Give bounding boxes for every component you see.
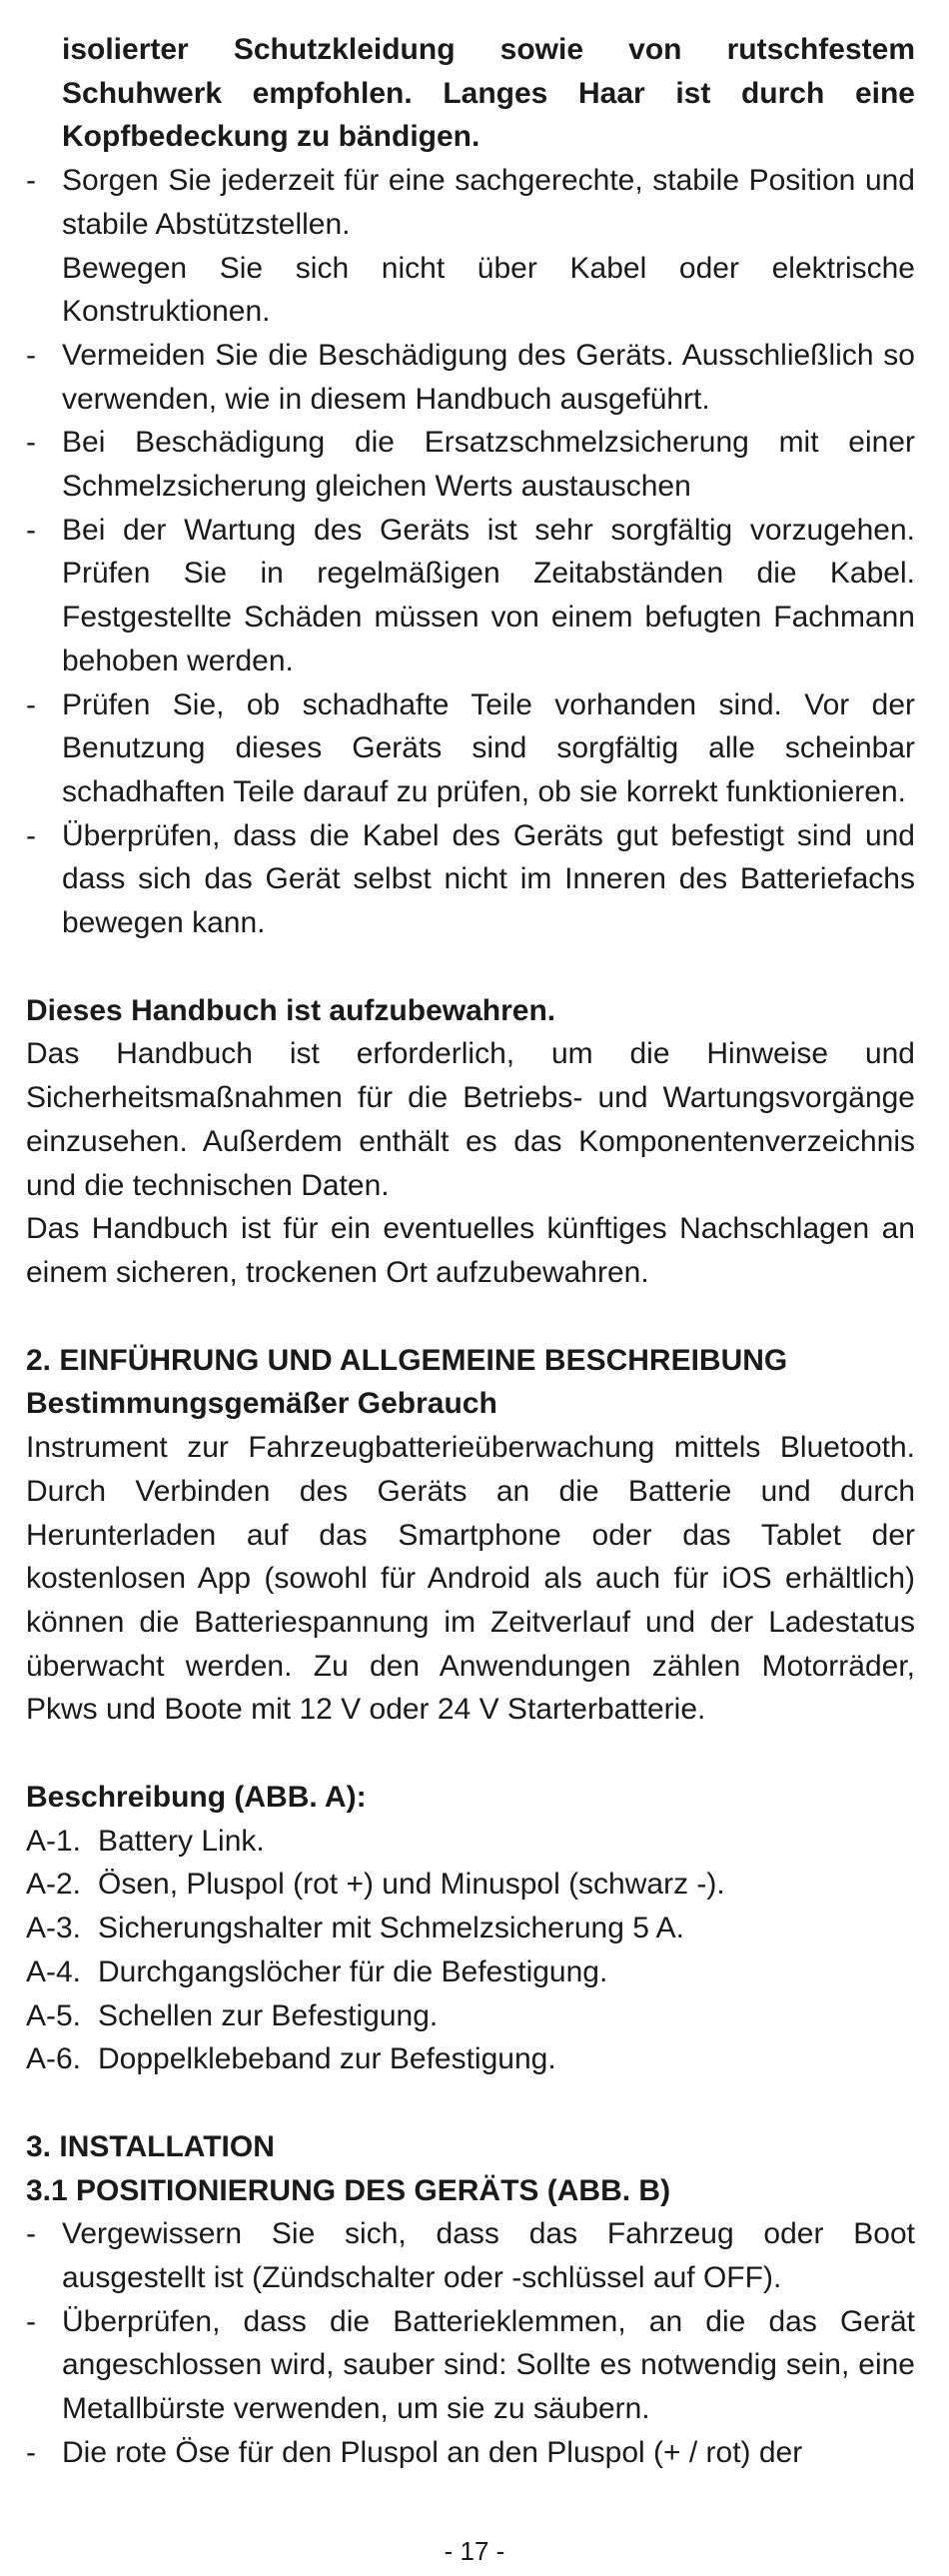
manual-paragraph: Das Handbuch ist erforderlich, um die Hinweise und Sicherheitsmaßnahmen für die Betriebs- und Wartungsvorgänge einzusehen. Außerdem enthält es das Komponentenverzeichnis und die technischen Daten. [26, 1037, 915, 1202]
warning-text: Überprüfen, dass die Kabel des Geräts gut befestigt sind und dass sich das Gerät selbst nicht im Inneren des Batteriefachs bewegen kann. [62, 818, 915, 940]
component-label: Ösen, Pluspol (rot +) und Minuspol (schwarz -). [98, 1868, 725, 1902]
component-label: Schellen zur Befestigung. [98, 1998, 439, 2032]
component-number: A-6. [26, 2042, 82, 2076]
component-item [26, 1863, 915, 1907]
warning-text: Bei der Wartung des Geräts ist sehr sorgfältig vorzugehen. Prüfen Sie in regelmäßigen Zeitabständen die Kabel. Festgestellte Schäden müssen von einem befugten Fachmann behoben werden. [62, 513, 915, 677]
list-dash: - [26, 338, 36, 372]
list-dash: - [26, 818, 36, 852]
list-dash: - [26, 513, 36, 547]
warning-item [26, 683, 915, 814]
component-number: A-2. [26, 1868, 82, 1902]
list-dash: - [26, 164, 36, 198]
warning-text: Vermeiden Sie die Beschädigung des Geräts. Ausschließlich so verwenden, wie in diesem Handbuch ausgeführt. [62, 338, 915, 416]
list-dash: - [26, 687, 36, 721]
list-dash: - [26, 2304, 36, 2338]
warning-text: Sorgen Sie jederzeit für eine sachgerechte, stabile Position und stabile Abstützstellen. [62, 164, 915, 241]
warning-continuation: Bewegen Sie sich nicht über Kabel oder elektrische Konstruktionen. [62, 251, 915, 329]
component-number: A-3. [26, 1912, 82, 1945]
warning-item [26, 334, 915, 421]
component-item [26, 1994, 915, 2038]
warning-item [26, 509, 915, 683]
step-text: Vergewissern Sie sich, dass das Fahrzeug oder Boot ausgestellt ist (Zündschalter oder -schlüssel auf OFF). [62, 2217, 915, 2295]
manual-paragraph: Das Handbuch ist für ein eventuelles künftiges Nachschlagen an einem sicheren, trockenen Ort aufzubewahren. [26, 1212, 915, 1289]
step-text: Die rote Öse für den Pluspol an den Pluspol (+ / rot) der [62, 2435, 803, 2469]
warning-item [26, 814, 915, 945]
component-number: A-1. [26, 1824, 82, 1858]
page-number: - 17 - [444, 2536, 505, 2566]
component-item [26, 1907, 915, 1950]
installation-step [26, 2212, 915, 2299]
warning-item [26, 421, 915, 508]
component-item [26, 2037, 915, 2081]
installation-step [26, 2300, 915, 2431]
section-heading: 2. EINFÜHRUNG UND ALLGEMEINE BESCHREIBUNG [26, 1343, 788, 1377]
manual-heading: Dieses Handbuch ist aufzubewahren. [26, 993, 556, 1027]
component-label: Sicherungshalter mit Schmelzsicherung 5 A. [98, 1912, 684, 1945]
component-item [26, 1820, 915, 1864]
step-text: Überprüfen, dass die Batterieklemmen, an die das Gerät angeschlossen wird, sauber sind: Sollte es notwendig sein, eine Metallbürste verwenden, um sie zu säubern. [62, 2304, 915, 2426]
warning-item [26, 159, 915, 246]
list-dash: - [26, 426, 36, 460]
component-item [26, 1950, 915, 1994]
warning-text: Prüfen Sie, ob schadhafte Teile vorhanden sind. Vor der Benutzung dieses Geräts sind sorgfältig alle scheinbar schadhaften Teile darauf zu prüfen, ob sie korrekt funktionieren. [62, 687, 915, 808]
description-heading: Beschreibung (ABB. A): [26, 1781, 367, 1815]
component-label: Durchgangslöcher für die Befestigung. [98, 1954, 608, 1988]
section-heading: 3. INSTALLATION [26, 2129, 275, 2163]
component-number: A-5. [26, 1998, 82, 2032]
installation-step [26, 2431, 915, 2475]
list-dash: - [26, 2435, 36, 2469]
component-label: Battery Link. [98, 1824, 265, 1858]
intended-use-text: Instrument zur Fahrzeugbatterieüberwachung mittels Bluetooth. Durch Verbinden des Geräts an die Batterie und durch Herunterladen auf das Smartphone oder das Tablet der kostenlosen App (sowohl für Android als auch für iOS erhältlich) können die Batteriespannung im Zeitverlauf und der Ladestatus überwacht werden. Zu den Anwendungen zählen Motorräder, Pkws und Boote mit 12 V oder 24 V Starterbatterie. [26, 1431, 915, 1727]
component-number: A-4. [26, 1954, 82, 1988]
safety-clothing-warning: isolierter Schutzkleidung sowie von rutschfestem Schuhwerk empfohlen. Langes Haar ist durch eine Kopfbedeckung zu bändigen. [62, 33, 915, 154]
list-dash: - [26, 2217, 36, 2251]
section-subheading: 3.1 POSITIONIERUNG DES GERÄTS (ABB. B) [26, 2173, 671, 2207]
warning-text: Bei Beschädigung die Ersatzschmelzsicherung mit einer Schmelzsicherung gleichen Werts austauschen [62, 426, 915, 504]
component-label: Doppelklebeband zur Befestigung. [98, 2042, 556, 2076]
manual-page [26, 28, 915, 2475]
section-subheading: Bestimmungsgemäßer Gebrauch [26, 1387, 497, 1421]
